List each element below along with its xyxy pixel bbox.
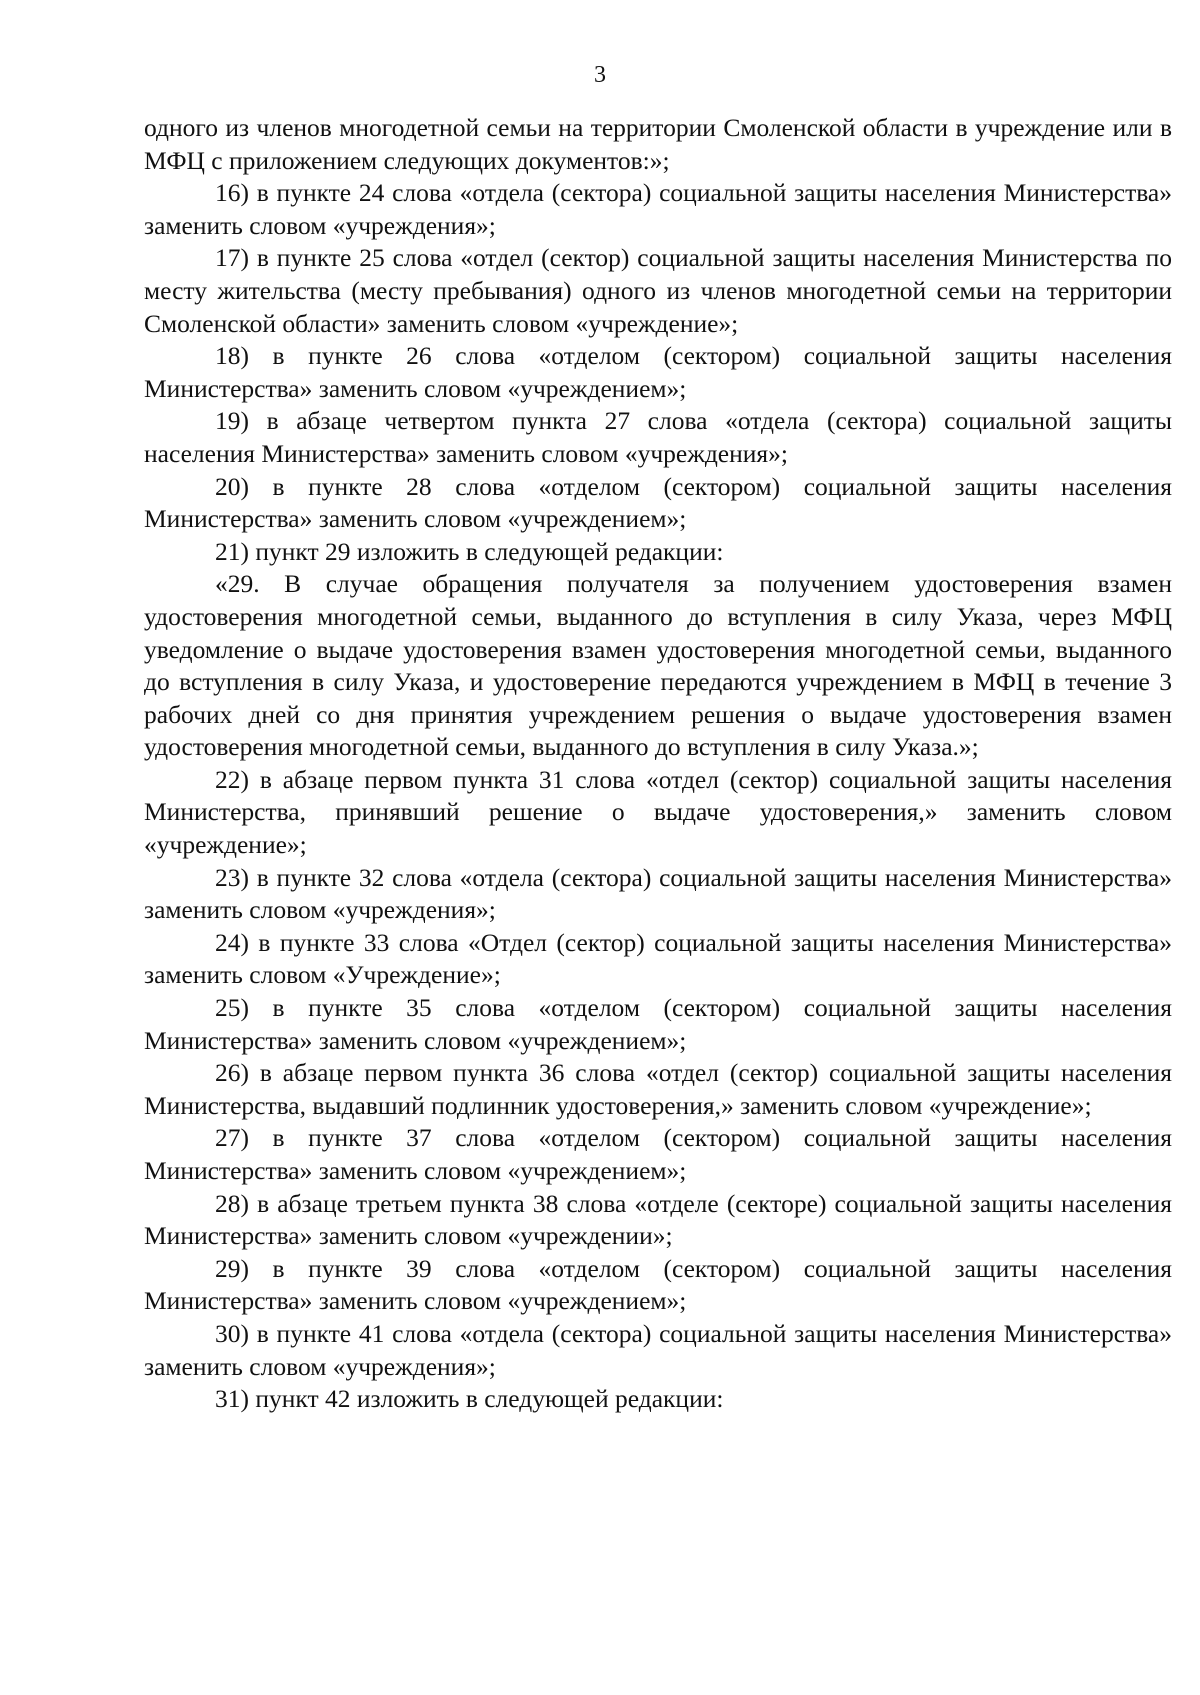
- paragraph-item-29: 29) в пункте 39 слова «отделом (сектором) социальной защиты населения Министерства» заменить словом «учреждением»;: [144, 1253, 1172, 1316]
- paragraph-item-21: 21) пункт 29 изложить в следующей редакции:: [215, 536, 724, 566]
- paragraph-item-30: 30) в пункте 41 слова «отдела (сектора) социальной защиты населения Министерства» заменить словом «учреждения»;: [144, 1318, 1172, 1381]
- paragraph-item-26: 26) в абзаце первом пункта 36 слова «отдел (сектор) социальной защиты населения Министерства, выдавший подлинник удостоверения,» заменить словом «учреждение»;: [144, 1058, 1172, 1120]
- paragraph-item-27: 27) в пункте 37 слова «отделом (сектором) социальной защиты населения Министерства» заменить словом «учреждением»;: [144, 1123, 1172, 1185]
- paragraph-item-28: 28) в абзаце третьем пункта 38 слова «отделе (секторе) социальной защиты населения Министерства» заменить словом «учреждении»;: [144, 1188, 1172, 1251]
- paragraph-item-16: 16) в пункте 24 слова «отдела (сектора) социальной защиты населения Министерства» заменить словом «учреждения»;: [144, 178, 1172, 240]
- paragraph-item-18: 18) в пункте 26 слова «отделом (сектором) социальной защиты населения Министерства» заменить словом «учреждением»;: [144, 341, 1172, 403]
- paragraph-item-19: 19) в абзаце четвертом пункта 27 слова «отдела (сектора) социальной защиты населения Министерства» заменить словом «учреждения»;: [144, 406, 1172, 468]
- paragraph-item-23: 23) в пункте 32 слова «отдела (сектора) социальной защиты населения Министерства» заменить словом «учреждения»;: [144, 862, 1172, 925]
- paragraph-item-25: 25) в пункте 35 слова «отделом (сектором) социальной защиты населения Министерства» заменить словом «учреждением»;: [144, 993, 1172, 1055]
- paragraph-item-17: 17) в пункте 25 слова «отдел (сектор) социальной защиты населения Министерства по месту жительства (месту пребывания) одного из членов многодетной семьи на территории Смоленской области» заменить словом «учреждение»;: [144, 243, 1172, 338]
- paragraph-quoted-point-29: «29. В случае обращения получателя за получением удостоверения взамен удостоверения многодетной семьи, выданного до вступления в силу Указа, через МФЦ уведомление о выдаче удостоверения взамен удостоверения многодетной семьи, выданного до вступления в силу Указа, и удостоверение передаются учреждением в МФЦ в течение 3 рабочих дней со дня принятия учреждением решения о выдаче удостоверения взамен удостоверения многодетной семьи, выданного до вступления в силу Указа.»;: [144, 569, 1172, 762]
- paragraph-item-20: 20) в пункте 28 слова «отделом (сектором) социальной защиты населения Министерства» заменить словом «учреждением»;: [144, 471, 1172, 534]
- paragraph-item-31: 31) пункт 42 изложить в следующей редакции:: [215, 1384, 724, 1414]
- page-number: 3: [594, 62, 606, 88]
- document-body: [144, 112, 1172, 1416]
- paragraph-continuation: одного из членов многодетной семьи на территории Смоленской области в учреждение или в МФЦ с приложением следующих документов:»;: [144, 113, 1172, 175]
- paragraph-item-24: 24) в пункте 33 слова «Отдел (сектор) социальной защиты населения Министерства» заменить словом «Учреждение»;: [144, 927, 1172, 990]
- paragraph-item-22: 22) в абзаце первом пункта 31 слова «отдел (сектор) социальной защиты населения Министерства, принявший решение о выдаче удостоверения,» заменить словом «учреждение»;: [144, 764, 1172, 860]
